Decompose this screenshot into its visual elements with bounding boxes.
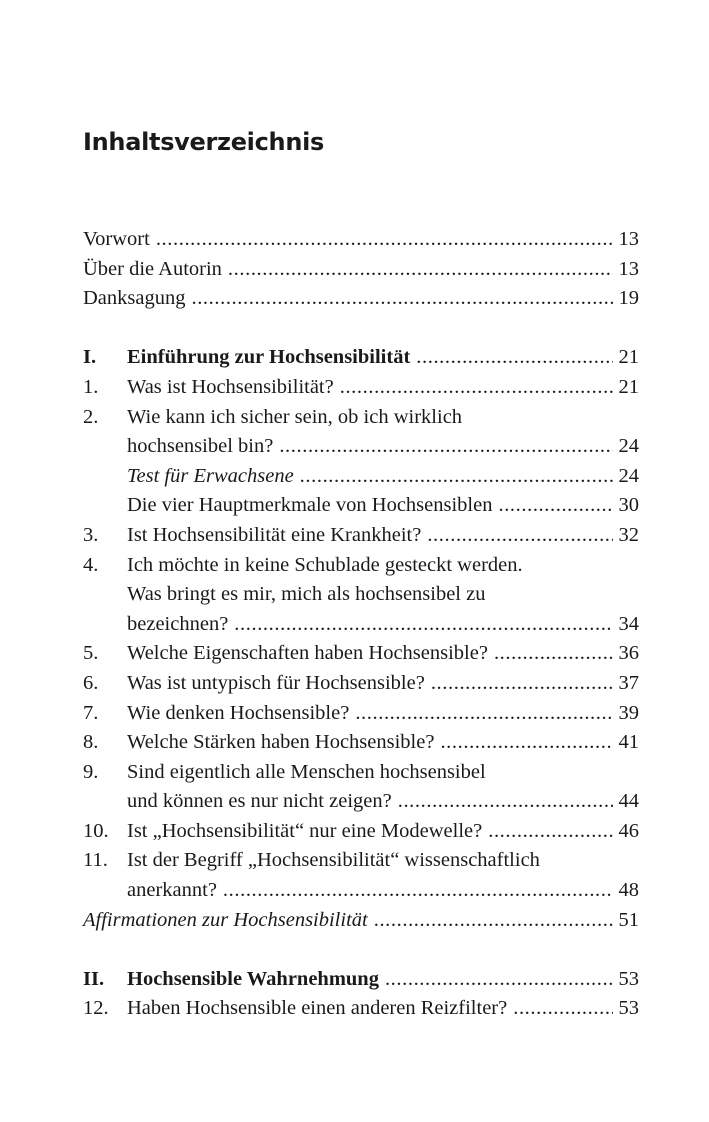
toc-entry[interactable]	[83, 639, 639, 669]
toc-entry-text-line: Ist der Begriff „Hochsensibilität“ wissenschaftlich	[127, 849, 540, 872]
toc-entry[interactable]	[83, 699, 639, 729]
toc-entry-text-line: Sind eigentlich alle Menschen hochsensibel	[127, 760, 486, 783]
table-of-contents	[83, 225, 639, 1024]
toc-entry-continuation[interactable]	[83, 787, 639, 817]
dot-leader	[398, 787, 613, 817]
toc-entry-continuation[interactable]	[83, 580, 639, 610]
page-title: Inhaltsverzeichnis	[83, 128, 325, 156]
toc-entry-text: Hochsensible Wahrnehmung	[127, 967, 379, 990]
toc-entry-number: 3.	[83, 523, 99, 546]
toc-entry-number: I.	[83, 346, 97, 369]
dot-leader	[223, 876, 613, 906]
toc-page-number: 53	[618, 967, 639, 990]
toc-entry[interactable]	[83, 846, 639, 876]
dot-leader	[228, 255, 613, 285]
toc-page-number: 53	[618, 997, 639, 1020]
toc-entry-number: 10.	[83, 819, 109, 842]
dot-leader	[431, 669, 613, 699]
toc-entry[interactable]	[83, 817, 639, 847]
dot-leader	[279, 432, 612, 462]
toc-entry-danksagung[interactable]	[83, 284, 639, 314]
toc-page-number: 37	[618, 671, 639, 694]
dot-leader	[498, 491, 612, 521]
toc-entry-text: Ist „Hochsensibilität“ nur eine Modewelle?	[127, 819, 483, 842]
toc-entry-text: Test für Erwachsene	[127, 464, 294, 487]
toc-page-number: 32	[618, 523, 639, 546]
dot-leader	[488, 817, 612, 847]
dot-leader	[374, 906, 613, 936]
toc-page-number: 39	[618, 701, 639, 724]
toc-entry-continuation[interactable]	[83, 610, 639, 640]
toc-page-number: 21	[618, 346, 639, 369]
dot-leader	[416, 343, 612, 373]
toc-entry[interactable]	[83, 403, 639, 433]
toc-entry[interactable]	[83, 994, 639, 1024]
toc-entry-text-line: Was bringt es mir, mich als hochsensibel zu	[127, 583, 486, 606]
toc-page-number: 13	[618, 257, 639, 280]
toc-entry-number: II.	[83, 967, 105, 990]
toc-entry-number: 2.	[83, 405, 99, 428]
toc-page-number: 48	[618, 879, 639, 902]
toc-entry-text: Danksagung	[83, 287, 186, 310]
dot-leader	[156, 225, 613, 255]
toc-entry-text-line: hochsensibel bin?	[127, 435, 274, 458]
toc-entry-text-line: Ich möchte in keine Schublade gesteckt werden.	[127, 553, 523, 576]
toc-entry[interactable]	[83, 758, 639, 788]
toc-page-number: 34	[618, 612, 639, 635]
section-spacer	[83, 935, 639, 965]
toc-entry-number: 6.	[83, 671, 99, 694]
dot-leader	[355, 699, 612, 729]
toc-page-number: 13	[618, 228, 639, 250]
toc-entry-number: 9.	[83, 760, 99, 783]
toc-entry[interactable]	[83, 728, 639, 758]
toc-entry[interactable]	[83, 521, 639, 551]
toc-entry-text: Über die Autorin	[83, 257, 222, 280]
toc-page-number: 21	[618, 375, 639, 398]
toc-entry-affirmationen[interactable]	[83, 906, 639, 936]
toc-entry-number: 5.	[83, 642, 99, 665]
toc-entry-text: Vorwort	[83, 228, 150, 250]
toc-entry-number: 8.	[83, 731, 99, 754]
toc-entry-continuation[interactable]	[83, 876, 639, 906]
toc-section-heading[interactable]	[83, 343, 639, 373]
toc-page-number: 36	[618, 642, 639, 665]
toc-entry-number: 7.	[83, 701, 99, 724]
toc-entry-text: Ist Hochsensibilität eine Krankheit?	[127, 523, 422, 546]
toc-entry-text-line: bezeichnen?	[127, 612, 229, 635]
toc-subentry[interactable]	[83, 491, 639, 521]
toc-entry-text: Die vier Hauptmerkmale von Hochsensiblen	[127, 494, 493, 517]
toc-page-number: 44	[618, 790, 639, 813]
toc-entry-text: Was ist Hochsensibilität?	[127, 375, 334, 398]
toc-entry-text-line: anerkannt?	[127, 879, 217, 902]
toc-entry-number: 4.	[83, 553, 99, 576]
toc-subentry[interactable]	[83, 462, 639, 492]
toc-entry-text: Haben Hochsensible einen anderen Reizfilter?	[127, 997, 508, 1020]
toc-entry-continuation[interactable]	[83, 432, 639, 462]
dot-leader	[340, 373, 613, 403]
toc-page-number: 30	[618, 494, 639, 517]
toc-entry[interactable]	[83, 373, 639, 403]
toc-entry-text: Wie denken Hochsensible?	[127, 701, 350, 724]
toc-entry-text: Einführung zur Hochsensibilität	[127, 346, 411, 369]
dot-leader	[427, 521, 612, 551]
toc-page-number: 51	[618, 908, 639, 931]
toc-entry-text-line: Wie kann ich sicher sein, ob ich wirklich	[127, 405, 463, 428]
toc-page-number: 19	[618, 287, 639, 310]
toc-page-number: 46	[618, 819, 639, 842]
dot-leader	[300, 462, 613, 492]
dot-leader	[494, 639, 613, 669]
toc-entry-text: Was ist untypisch für Hochsensible?	[127, 671, 425, 694]
toc-entry-text: Welche Stärken haben Hochsensible?	[127, 731, 435, 754]
dot-leader	[234, 610, 612, 640]
toc-page-number: 24	[618, 464, 639, 487]
toc-page-number: 24	[618, 435, 639, 458]
toc-entry-autorin[interactable]	[83, 255, 639, 285]
dot-leader	[191, 284, 612, 314]
toc-entry-number: 1.	[83, 375, 99, 398]
dot-leader	[440, 728, 612, 758]
toc-entry-number: 12.	[83, 997, 109, 1020]
toc-entry-text: Welche Eigenschaften haben Hochsensible?	[127, 642, 488, 665]
section-spacer	[83, 314, 639, 344]
toc-entry-number: 11.	[83, 849, 108, 872]
dot-leader	[513, 994, 612, 1024]
toc-entry[interactable]	[83, 669, 639, 699]
toc-section-heading[interactable]	[83, 965, 639, 995]
dot-leader	[385, 965, 613, 995]
toc-page-number: 41	[618, 731, 639, 754]
toc-entry-text: Affirmationen zur Hochsensibilität	[83, 908, 368, 931]
toc-entry[interactable]	[83, 551, 639, 581]
toc-entry-text-line: und können es nur nicht zeigen?	[127, 790, 392, 813]
toc-entry-vorwort[interactable]	[83, 225, 639, 255]
